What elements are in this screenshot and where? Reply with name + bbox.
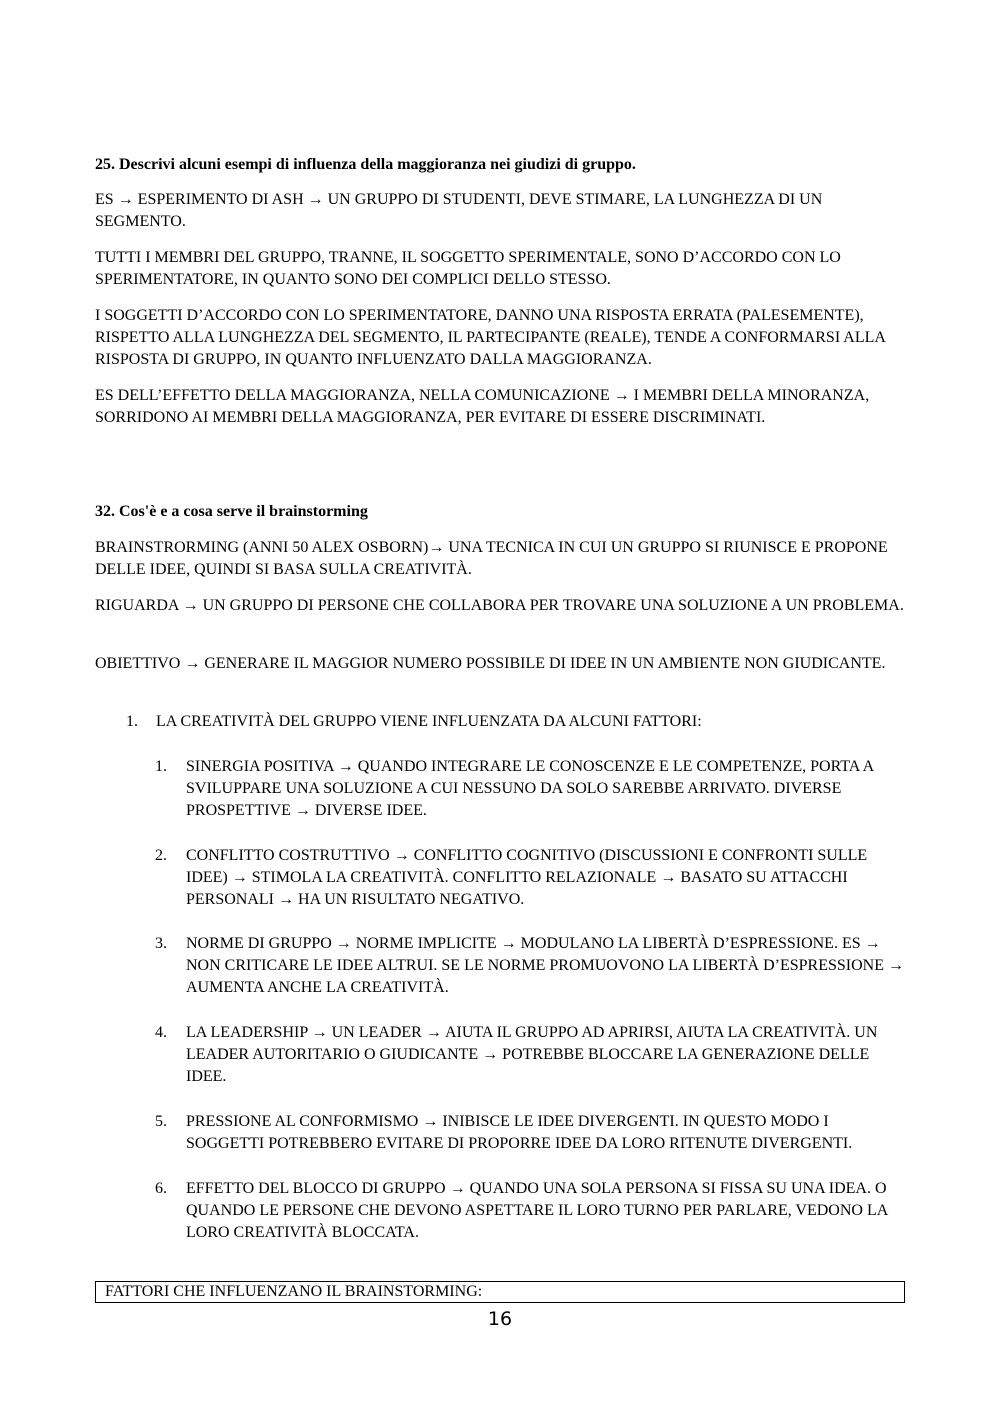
question-32-title: 32. Cos'è e a cosa serve il brainstorming xyxy=(95,503,368,520)
list-text: CONFLITTO COSTRUTTIVO → CONFLITTO COGNITIVO (DISCUSSIONI E CONFRONTI SULLE IDEE) → STIMOLA LA CREATIVITÀ. CONFLITTO RELAZIONALE → BASATO SU ATTACCHI PERSONALI → HA UN RISULTATO NEGATIVO. xyxy=(186,847,868,908)
list-number: 5. xyxy=(155,1113,167,1130)
paragraph: RIGUARDA → UN GRUPPO DI PERSONE CHE COLLABORA PER TROVARE UNA SOLUZIONE A UN PROBLEMA. xyxy=(95,597,904,614)
list-number: 4. xyxy=(155,1024,167,1041)
paragraph: ES → ESPERIMENTO DI ASH → UN GRUPPO DI STUDENTI, DEVE STIMARE, LA LUNGHEZZA DI UN SEGMENTO. xyxy=(95,191,823,230)
paragraph: TUTTI I MEMBRI DEL GRUPPO, TRANNE, IL SOGGETTO SPERIMENTALE, SONO D’ACCORDO CON LO SPERIMENTATORE, IN QUANTO SONO DEI COMPLICI DELLO STESSO. xyxy=(95,249,841,288)
list-text: PRESSIONE AL CONFORMISMO → INIBISCE LE IDEE DIVERGENTI. IN QUESTO MODO I SOGGETTI POTREBBERO EVITARE DI PROPORRE IDEE DA LORO RITENUTE DIVERGENTI. xyxy=(186,1113,853,1152)
list-text: LA CREATIVITÀ DEL GRUPPO VIENE INFLUENZATA DA ALCUNI FATTORI: xyxy=(156,713,702,730)
paragraph: BRAINSTRORMING (ANNI 50 ALEX OSBORN)→ UNA TECNICA IN CUI UN GRUPPO SI RIUNISCE E PROPONE DELLE IDEE, QUINDI SI BASA SULLA CREATIVITÀ. xyxy=(95,539,888,578)
paragraph: ES DELL’EFFETTO DELLA MAGGIORANZA, NELLA COMUNICAZIONE → I MEMBRI DELLA MINORANZA, SORRIDONO AI MEMBRI DELLA MAGGIORANZA, PER EVITARE DI ESSERE DISCRIMINATI. xyxy=(95,387,870,426)
list-number: 3. xyxy=(155,935,167,952)
list-text: EFFETTO DEL BLOCCO DI GRUPPO → QUANDO UNA SOLA PERSONA SI FISSA SU UNA IDEA. O QUANDO LE PERSONE CHE DEVONO ASPETTARE IL LORO TURNO PER PARLARE, VEDONO LA LORO CREATIVITÀ BLOCCATA. xyxy=(186,1180,888,1241)
list-text: NORME DI GRUPPO → NORME IMPLICITE → MODULANO LA LIBERTÀ D’ESPRESSIONE. ES → NON CRITICARE LE IDEE ALTRUI. SE LE NORME PROMUOVONO LA LIBERTÀ D’ESPRESSIONE → AUMENTA ANCHE LA CREATIVITÀ. xyxy=(186,935,905,996)
paragraph: I SOGGETTI D’ACCORDO CON LO SPERIMENTATORE, DANNO UNA RISPOSTA ERRATA (PALESEMENTE), RISPETTO ALLA LUNGHEZZA DEL SEGMENTO, IL PARTECIPANTE (REALE), TENDE A CONFORMARSI ALLA RISPOSTA DI GRUPPO, IN QUANTO INFLUENZATO DALLA MAGGIORANZA. xyxy=(95,307,886,368)
list-number: 6. xyxy=(155,1180,167,1197)
question-25-title: 25. Descrivi alcuni esempi di influenza della maggioranza nei giudizi di gruppo. xyxy=(95,156,636,173)
boxed-heading-text: FATTORI CHE INFLUENZANO IL BRAINSTORMING: xyxy=(105,1283,483,1300)
list-number: 2. xyxy=(155,847,167,864)
list-text: SINERGIA POSITIVA → QUANDO INTEGRARE LE CONOSCENZE E LE COMPETENZE, PORTA A SVILUPPARE UNA SOLUZIONE A CUI NESSUNO DA SOLO SAREBBE ARRIVATO. DIVERSE PROSPETTIVE → DIVERSE IDEE. xyxy=(186,758,874,819)
boxed-heading xyxy=(95,1281,905,1303)
paragraph: OBIETTIVO → GENERARE IL MAGGIOR NUMERO POSSIBILE DI IDEE IN UN AMBIENTE NON GIUDICANTE. xyxy=(95,655,886,672)
list-text: LA LEADERSHIP → UN LEADER → AIUTA IL GRUPPO AD APRIRSI, AIUTA LA CREATIVITÀ. UN LEADER AUTORITARIO O GIUDICANTE → POTREBBE BLOCCARE LA GENERAZIONE DELLE IDEE. xyxy=(186,1024,878,1085)
page-number: 16 xyxy=(487,1308,513,1330)
list-number: 1. xyxy=(155,758,167,775)
list-number: 1. xyxy=(126,713,138,730)
